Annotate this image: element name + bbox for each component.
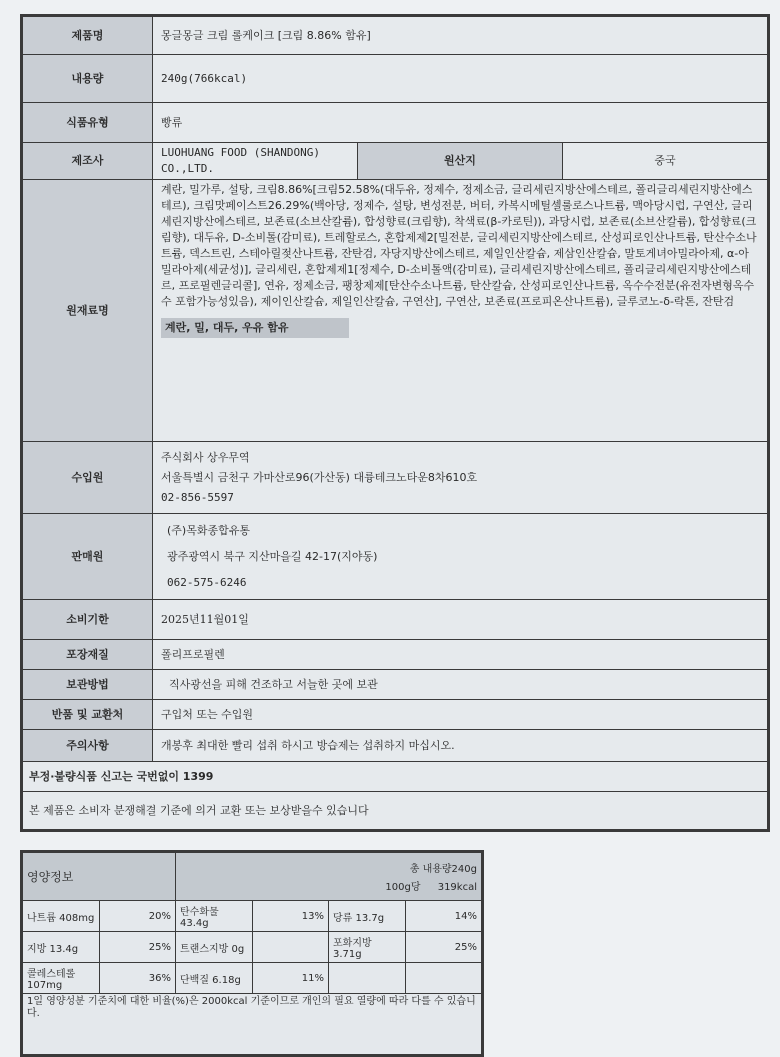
nutrition-row bbox=[23, 901, 482, 932]
nutrition-row bbox=[23, 932, 482, 963]
importer-name: 주식회사 상우무역 bbox=[161, 450, 250, 464]
importer-address: 서울특별시 금천구 가마산로96(가산동) 대륭테크노타운8차610호 bbox=[161, 470, 478, 484]
seller-phone: 062-575-6246 bbox=[167, 575, 247, 589]
nutrient-amount: 3.71g bbox=[333, 949, 362, 960]
allergy-notice: 계란, 밀, 대두, 우유 함유 bbox=[161, 318, 349, 338]
nutrient-amount: 13.4g bbox=[49, 943, 79, 955]
nutrient-percent bbox=[252, 932, 329, 963]
nutrition-title: 영양정보 bbox=[23, 853, 176, 901]
nutrient-amount: 6.18g bbox=[212, 974, 241, 986]
compensation-line: 본 제품은 소비자 분쟁해결 기준에 의거 교환 또는 보상받을수 있습니다 bbox=[23, 792, 768, 830]
storage-value: 직사광선을 피해 건조하고 서늘한 곳에 보관 bbox=[153, 670, 768, 700]
caution-value: 개봉후 최대한 빨리 섭취 하시고 방습제는 섭취하지 마십시오. bbox=[153, 730, 768, 762]
nutrition-per: 100g당 bbox=[385, 882, 421, 893]
packaging-value: 폴리프로필렌 bbox=[153, 640, 768, 670]
nutrient-amount: 43.4g bbox=[180, 918, 209, 929]
manufacturer-key: 제조사 bbox=[23, 143, 153, 180]
net-content-value: 240g(766kcal) bbox=[153, 55, 768, 103]
importer-phone: 02-856-5597 bbox=[161, 490, 234, 504]
nutrition-kcal: 319kcal bbox=[437, 882, 477, 893]
nutrient-name: 포화지방 bbox=[333, 938, 372, 949]
nutrient-name: 단백질 bbox=[180, 974, 209, 986]
origin-key: 원산지 bbox=[358, 143, 563, 180]
returns-key: 반품 및 교환처 bbox=[23, 700, 153, 730]
importer-cell bbox=[153, 442, 768, 514]
nutrient-percent: 20% bbox=[99, 901, 176, 932]
expiry-key: 소비기한 bbox=[23, 600, 153, 640]
seller-address: 광주광역시 북구 지산마을길 42-17(지야동) bbox=[167, 549, 378, 563]
food-label bbox=[20, 14, 770, 832]
importer-key: 수입원 bbox=[23, 442, 153, 514]
storage-key: 보관방법 bbox=[23, 670, 153, 700]
food-type-key: 식품유형 bbox=[23, 103, 153, 143]
nutrient-percent: 36% bbox=[99, 963, 176, 994]
nutrient-amount: 13.7g bbox=[355, 912, 385, 924]
expiry-value: 2025년11월01일 bbox=[153, 600, 768, 640]
manufacturer-value: LUOHUANG FOOD (SHANDONG) CO.,LTD. bbox=[153, 143, 358, 180]
ingredients-value: 계란, 밀가루, 설탕, 크림8.86%[크림52.58%(대두유, 정제수, 정제소금, 글리세린지방산에스테르, 폴리글리세린지방산에스테르), 크림맛페이스트26.29%(백아당, 정제수, 설탕, 변성전분, 버터, 카복시메틸셀룰로스나트륨, 맥아당시럽, 구연산, 글리세린지방산에스테르, 보존료(소브산칼륨), 합성향료(크림향), 착색료(β-카로틴)), 과당시럽, 보존료(소브산칼륨), 합성향료(크림향), 대두유, D-소비톨(감미료), 트레할로스, 혼합제제2[밀전분, 글리세린지방산에스테르, 산성피로인산나트륨, 탄산수소나트륨, 덱스트린, 스테아릴젖산나트륨, 잔탄검, 자당지방산에스테르, 제일인산칼슘, 제삼인산칼슘, 말토게녀아밀라아제, α-아밀라아제(세균성)], 글리세린, 혼합제제1[정제수, D-소비톨액(감미료), 글리세린지방산에스테르, 폴리글리세린지방산에스테르, 프로필렌글리콜], 연유, 정제소금, 팽창제제[탄산수소나트륨, 탄산칼슘, 산성피로인산나트륨, 옥수수전분(유전자변형옥수수 포함가능성있음), 제이인산칼슘, 제일인산칼슘, 구연산], 구연산, 보존료(프로피온산나트륨), 글루코노-δ-락톤, 잔탄검 bbox=[161, 183, 757, 308]
food-type-value: 빵류 bbox=[153, 103, 768, 143]
nutrient-percent: 25% bbox=[405, 932, 482, 963]
packaging-key: 포장재질 bbox=[23, 640, 153, 670]
nutrient-name: 나트륨 bbox=[27, 912, 56, 924]
nutrient-name: 당류 bbox=[333, 912, 353, 924]
nutrient-name: 트랜스지방 bbox=[180, 943, 229, 955]
nutrition-total: 총 내용량240g bbox=[409, 864, 477, 875]
product-name-value: 몽글몽글 크림 롤케이크 [크림 8.86% 함유] bbox=[153, 17, 768, 55]
product-name-key: 제품명 bbox=[23, 17, 153, 55]
label-table bbox=[22, 16, 768, 830]
net-content-key: 내용량 bbox=[23, 55, 153, 103]
nutrient-percent: 25% bbox=[99, 932, 176, 963]
nutrition-total-cell bbox=[176, 853, 482, 901]
nutrient-name: 지방 bbox=[27, 943, 47, 955]
nutrient-name: 탄수화물 bbox=[180, 907, 219, 918]
nutrient-amount: 0g bbox=[231, 943, 245, 955]
nutrient-amount: 107mg bbox=[27, 980, 63, 991]
ingredients-cell bbox=[153, 180, 768, 442]
nutrient-percent: 14% bbox=[405, 901, 482, 932]
nutrition-panel bbox=[20, 850, 484, 1057]
origin-value: 중국 bbox=[563, 143, 768, 180]
nutrition-footnote: 1일 영양성분 기준치에 대한 비율(%)은 2000kcal 기준이므로 개인의 필요 열량에 따라 다를 수 있습니다. bbox=[23, 994, 482, 1055]
seller-name: (주)목화종합유통 bbox=[167, 523, 250, 537]
caution-key: 주의사항 bbox=[23, 730, 153, 762]
nutrition-table bbox=[22, 852, 482, 1055]
report-line: 부정·불량식품 신고는 국번없이 1399 bbox=[23, 762, 768, 792]
ingredients-key: 원재료명 bbox=[23, 180, 153, 442]
seller-cell bbox=[153, 514, 768, 600]
nutrient-amount: 408mg bbox=[59, 912, 95, 924]
nutrition-row bbox=[23, 963, 482, 994]
returns-value: 구입처 또는 수입원 bbox=[153, 700, 768, 730]
nutrient-percent: 13% bbox=[252, 901, 329, 932]
nutrient-percent: 11% bbox=[252, 963, 329, 994]
seller-key: 판매원 bbox=[23, 514, 153, 600]
nutrient-name: 콜레스테롤 bbox=[27, 969, 76, 980]
